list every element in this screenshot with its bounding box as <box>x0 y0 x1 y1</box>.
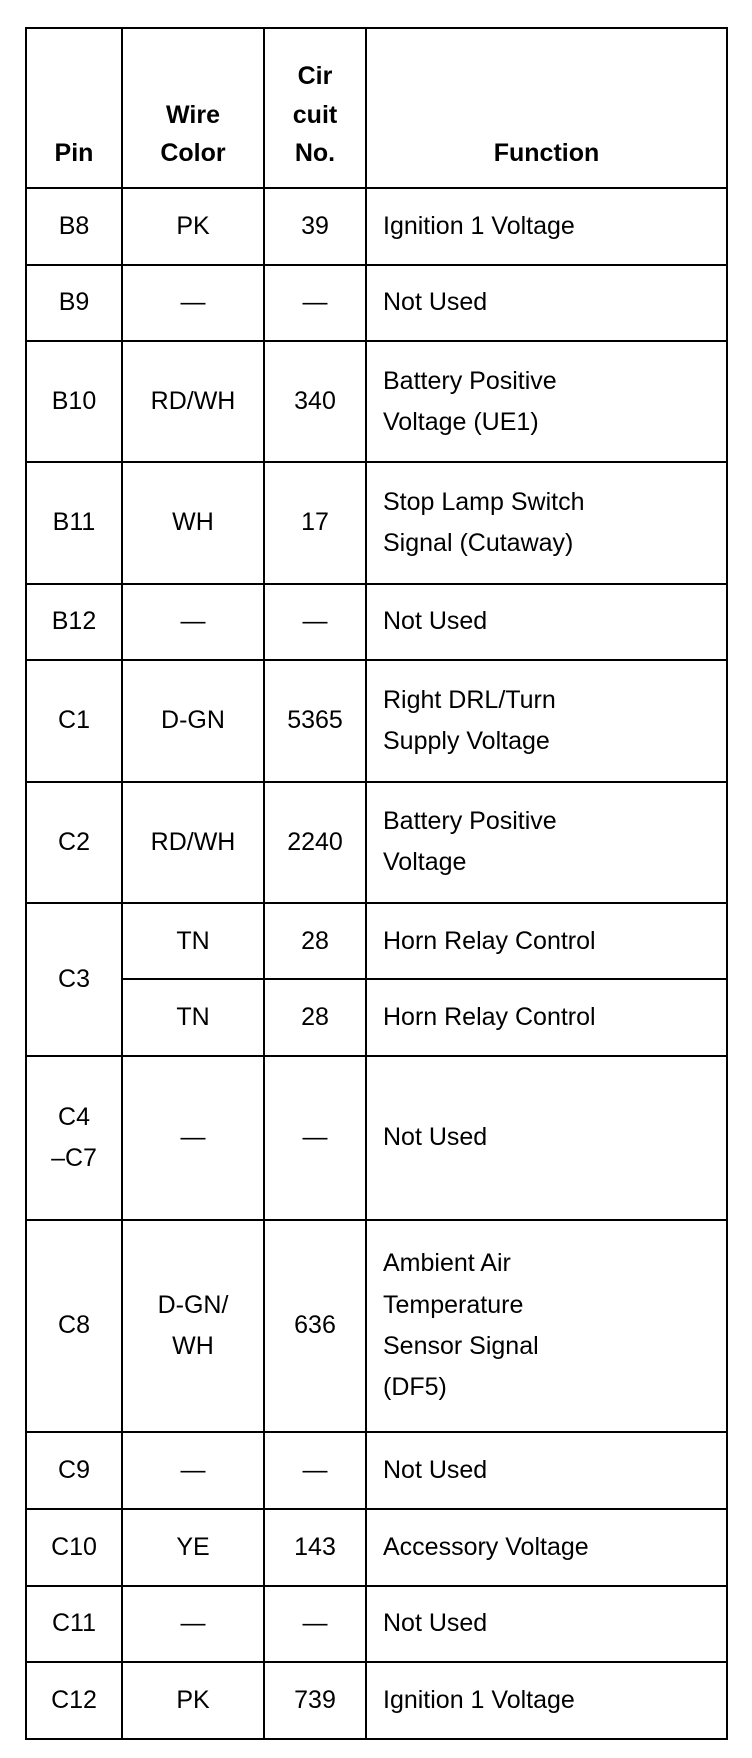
header-pin: Pin <box>26 28 122 188</box>
wire-color-cell: TN <box>122 979 264 1056</box>
table-row <box>26 584 727 661</box>
pin-cell: B9 <box>26 265 122 342</box>
circuit-cell: 28 <box>264 979 366 1056</box>
table-row <box>26 1432 727 1509</box>
table-row <box>26 341 727 462</box>
table-row <box>26 265 727 342</box>
circuit-cell: 17 <box>264 462 366 583</box>
pin-cell: B8 <box>26 188 122 265</box>
circuit-cell: 143 <box>264 1509 366 1586</box>
wire-color-cell: TN <box>122 903 264 980</box>
circuit-cell: — <box>264 584 366 661</box>
table-row <box>26 782 727 903</box>
table-row <box>26 462 727 583</box>
table-row <box>26 903 727 980</box>
wire-color-cell: RD/WH <box>122 782 264 903</box>
function-cell: Battery Positive Voltage <box>366 782 727 903</box>
circuit-cell: 28 <box>264 903 366 980</box>
function-cell: Right DRL/Turn Supply Voltage <box>366 660 727 781</box>
table-row <box>26 979 727 1056</box>
function-cell: Stop Lamp Switch Signal (Cutaway) <box>366 462 727 583</box>
function-cell: Ignition 1 Voltage <box>366 1662 727 1739</box>
wire-color-cell: — <box>122 1586 264 1663</box>
circuit-cell: — <box>264 265 366 342</box>
circuit-cell: 5365 <box>264 660 366 781</box>
pin-cell: C1 <box>26 660 122 781</box>
wire-color-cell: D-GN <box>122 660 264 781</box>
connector-pinout-table <box>25 27 728 1740</box>
pin-cell: C11 <box>26 1586 122 1663</box>
table-row <box>26 1662 727 1739</box>
wire-color-cell: — <box>122 584 264 661</box>
circuit-cell: 636 <box>264 1220 366 1433</box>
pin-cell: C9 <box>26 1432 122 1509</box>
wire-color-cell: D-GN/ WH <box>122 1220 264 1433</box>
circuit-cell: 340 <box>264 341 366 462</box>
pin-cell: B12 <box>26 584 122 661</box>
wire-color-cell: RD/WH <box>122 341 264 462</box>
wire-color-cell: — <box>122 265 264 342</box>
pin-cell: C8 <box>26 1220 122 1433</box>
table-header-row <box>26 28 727 188</box>
circuit-cell: 39 <box>264 188 366 265</box>
pin-cell: C4 –C7 <box>26 1056 122 1220</box>
circuit-cell: — <box>264 1056 366 1220</box>
table-row <box>26 1509 727 1586</box>
pin-cell: C10 <box>26 1509 122 1586</box>
function-cell: Not Used <box>366 584 727 661</box>
circuit-cell: — <box>264 1586 366 1663</box>
function-cell: Ambient Air Temperature Sensor Signal (DF5) <box>366 1220 727 1433</box>
header-wire-color: Wire Color <box>122 28 264 188</box>
wire-color-cell: — <box>122 1056 264 1220</box>
function-cell: Not Used <box>366 1586 727 1663</box>
circuit-cell: — <box>264 1432 366 1509</box>
function-cell: Not Used <box>366 1056 727 1220</box>
function-cell: Accessory Voltage <box>366 1509 727 1586</box>
function-cell: Battery Positive Voltage (UE1) <box>366 341 727 462</box>
circuit-cell: 739 <box>264 1662 366 1739</box>
wire-color-cell: — <box>122 1432 264 1509</box>
pin-cell: B11 <box>26 462 122 583</box>
circuit-cell: 2240 <box>264 782 366 903</box>
pin-cell: C2 <box>26 782 122 903</box>
wire-color-cell: WH <box>122 462 264 583</box>
pin-cell: C3 <box>26 903 122 1056</box>
function-cell: Horn Relay Control <box>366 979 727 1056</box>
function-cell: Not Used <box>366 265 727 342</box>
header-function: Function <box>366 28 727 188</box>
function-cell: Ignition 1 Voltage <box>366 188 727 265</box>
wire-color-cell: PK <box>122 1662 264 1739</box>
function-cell: Not Used <box>366 1432 727 1509</box>
wire-color-cell: PK <box>122 188 264 265</box>
table-row <box>26 1056 727 1220</box>
table-row <box>26 660 727 781</box>
table-row <box>26 1586 727 1663</box>
table-row <box>26 188 727 265</box>
wire-color-cell: YE <box>122 1509 264 1586</box>
table-row <box>26 1220 727 1433</box>
pin-cell: C12 <box>26 1662 122 1739</box>
function-cell: Horn Relay Control <box>366 903 727 980</box>
header-circuit-no: Cir cuit No. <box>264 28 366 188</box>
pin-cell: B10 <box>26 341 122 462</box>
